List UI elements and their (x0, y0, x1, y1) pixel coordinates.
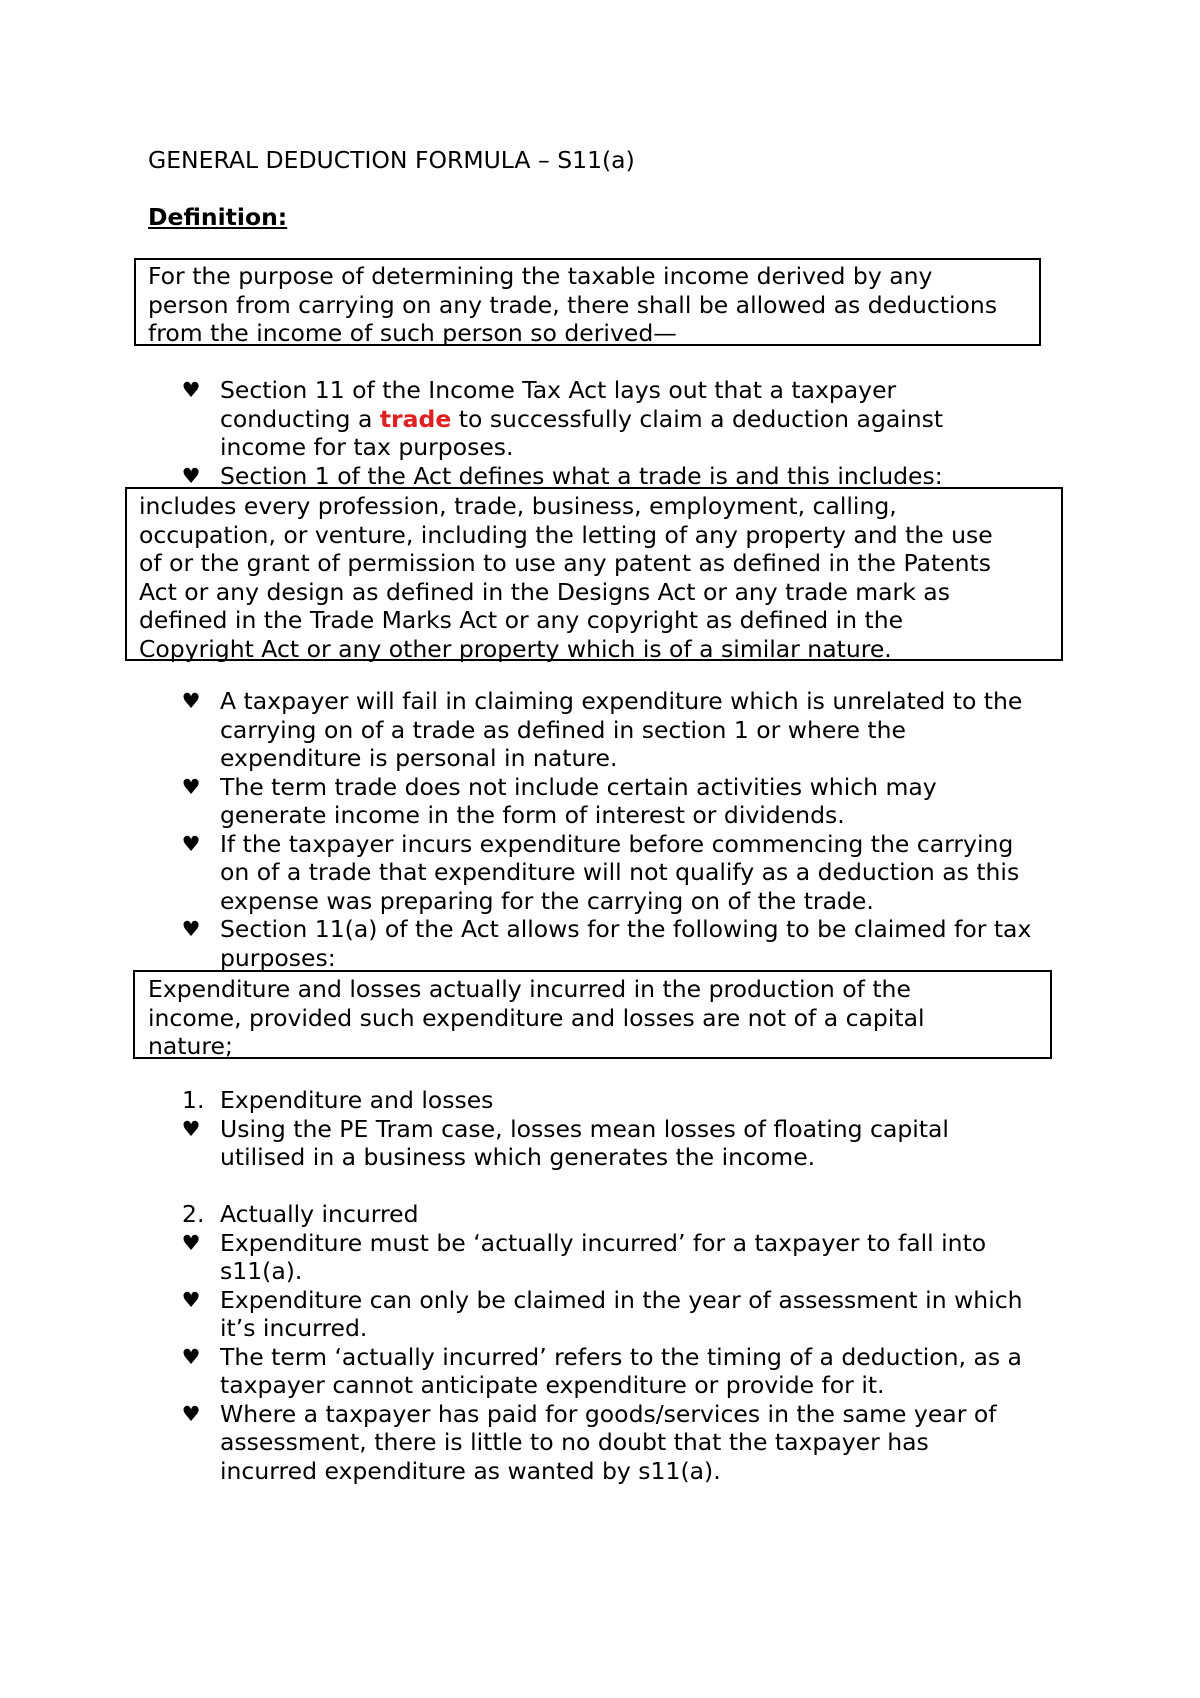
list-item: ♥ Where a taxpayer has paid for goods/services in the same year of assessment, there is little to no doubt that the taxpayer has incurred expenditure as wanted by s11(a). (181, 1399, 997, 1485)
list-item: ♥ Expenditure can only be claimed in the year of assessment in which it’s incurred. (181, 1285, 1023, 1342)
quote-line: nature; (148, 1032, 233, 1060)
quote-line: defined in the Trade Marks Act or any copyright as defined in the (139, 606, 904, 634)
heart-bullet-icon: ♥ (181, 917, 201, 941)
quote-line: includes every profession, trade, business, employment, calling, (139, 492, 897, 520)
heart-bullet-icon: ♥ (181, 1230, 201, 1255)
definition-quote-box (134, 258, 1041, 346)
document-title: GENERAL DEDUCTION FORMULA – S11(a) (148, 146, 635, 174)
list-item: ♥ If the taxpayer incurs expenditure before commencing the carrying on of a trade that expenditure will not qualify as a deduction as this expense was preparing for the carrying on of the trade. (181, 829, 1020, 915)
numbered-heading: 2. Actually incurred (182, 1200, 419, 1228)
heart-bullet-icon: ♥ (181, 831, 201, 856)
list-item: ♥ Using the PE Tram case, losses mean losses of floating capital utilised in a business which generates the income. (181, 1114, 949, 1171)
quote-line: income, provided such expenditure and losses are not of a capital (148, 1003, 925, 1032)
list-item: ♥ The term trade does not include certain activities which may generate income in the form of interest or dividends. (181, 772, 937, 829)
definition-heading: Definition: (148, 203, 288, 231)
trade-definition-box (125, 487, 1063, 661)
quote-line: of or the grant of permission to use any patent as defined in the Patents (139, 549, 992, 577)
bullet-list-trade (0, 687, 1031, 972)
heart-bullet-icon: ♥ (181, 1344, 201, 1369)
heart-bullet-icon: ♥ (181, 774, 201, 799)
quote-line: For the purpose of determining the taxable income derived by any (148, 262, 933, 290)
quote-line: occupation, or venture, including the letting of any property and the use (139, 520, 993, 549)
quote-line: from the income of such person so derived— (148, 319, 677, 347)
quote-line: Expenditure and losses actually incurred in the production of the (148, 975, 911, 1003)
list-item: ♥ Section 1 of the Act defines what a trade is and this includes: (181, 461, 943, 490)
heart-bullet-icon: ♥ (181, 1401, 201, 1426)
heart-bullet-icon: ♥ (181, 1116, 201, 1141)
bullet-list-intro (0, 376, 943, 490)
list-item: ♥ A taxpayer will fail in claiming expenditure which is unrelated to the carrying on of a trade as defined in section 1 or where the expenditure is personal in nature. (181, 687, 1023, 772)
quote-line: person from carrying on any trade, there shall be allowed as deductions (148, 290, 998, 319)
list-item: ♥ The term ‘actually incurred’ refers to the timing of a deduction, as a taxpayer cannot anticipate expenditure or provide for it. (181, 1342, 1022, 1399)
heart-bullet-icon: ♥ (181, 1287, 201, 1312)
highlighted-term: trade (379, 404, 452, 433)
section-number: 2. (182, 1200, 205, 1228)
list-item: ♥ Section 11 of the Income Tax Act lays out that a taxpayer conducting a trade to successfully claim a deduction against income for tax purposes. (181, 376, 944, 461)
heart-bullet-icon: ♥ (181, 463, 201, 488)
list-item: ♥ Section 11(a) of the Act allows for the following to be claimed for tax purposes: (181, 915, 1032, 972)
section-number: 1. (182, 1086, 205, 1114)
list-item: ♥ Expenditure must be ‘actually incurred’ for a taxpayer to fall into s11(a). (181, 1228, 987, 1285)
s11a-quote-box (133, 970, 1052, 1059)
heart-bullet-icon: ♥ (181, 689, 201, 713)
numbered-section-1 (0, 1086, 949, 1172)
quote-line: Copyright Act or any other property which is of a similar nature. (139, 634, 892, 663)
quote-line: Act or any design as defined in the Designs Act or any trade mark as (139, 577, 950, 606)
numbered-section-2 (0, 1200, 1023, 1485)
numbered-heading: 1. Expenditure and losses (182, 1086, 494, 1114)
heart-bullet-icon: ♥ (181, 378, 201, 402)
